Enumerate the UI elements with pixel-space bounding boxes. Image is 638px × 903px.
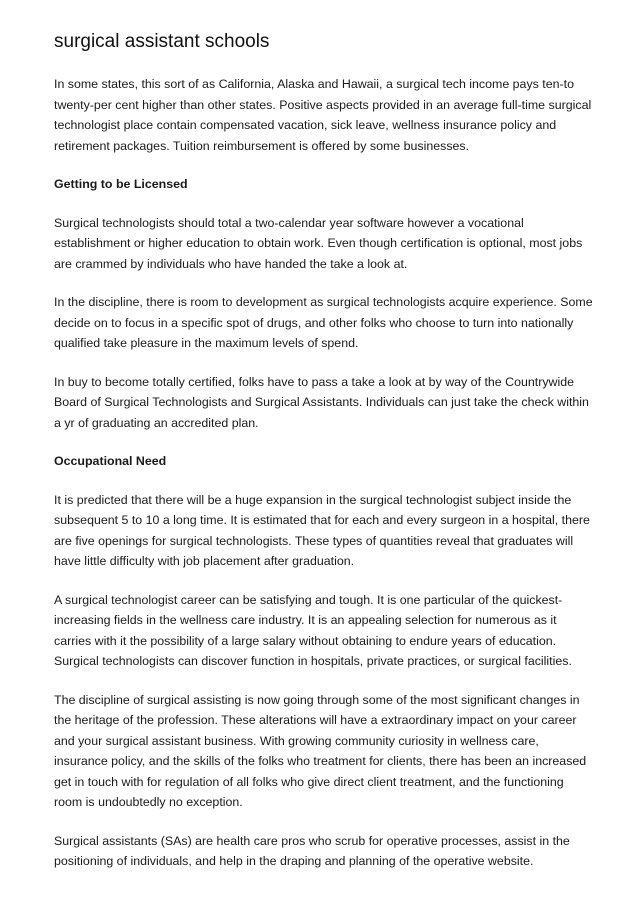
paragraph-advancement: In the discipline, there is room to development as surgical technologists acquire experience. Some decide on to focus in a specific spot of drugs, and other folks who choose to turn into nationally qualified take pleasure in the maximum levels of spend. [54,295,593,350]
paragraph-training: Surgical technologists should total a two-calendar year software however a vocational establishment or higher education to obtain work. Even though certification is optional, most jobs are crammed by individuals who have handed the take a look at. [54,215,583,271]
section-heading-occupational-need: Occupational Need [54,454,167,468]
document-title: surgical assistant schools [54,31,270,52]
paragraph-intro: In some states, this sort of as California, Alaska and Hawaii, a surgical tech income pays ten-to twenty-per cent higher than other states. Positive aspects provided in an average full-time surgical technologist place contain compensated vacation, sick leave, wellness insurance policy and retirement packages. Tuition reimbursement is offered by some businesses. [54,77,592,153]
paragraph-assistants: Surgical assistants (SAs) are health care pros who scrub for operative processes, assist in the positioning of individuals, and help in the draping and planning of the operative website. [54,833,570,868]
paragraph-growth: It is predicted that there will be a huge expansion in the surgical technologist subject inside the subsequent 5 to 10 a long time. It is estimated that for each and every surgeon in a hospital, there are five openings for surgical technologists. These types of quantities reveal that graduates will have little difficulty with job placement after graduation. [54,492,590,568]
paragraph-career: A surgical technologist career can be satisfying and tough. It is one particular of the quickest-increasing fields in the wellness care industry. It is an appealing selection for numerous as it carries with it the possibility of a large salary without obtaining to endure years of education. Surgical technologists can discover function in hospitals, private practices, or surgical facilities. [54,592,572,668]
paragraph-certification: In buy to become totally certified, folks have to pass a take a look at by way of the Countrywide Board of Surgical Technologists and Surgical Assistants. Individuals can just take the check within a yr of graduating an accredited plan. [54,374,589,430]
paragraph-changes: The discipline of surgical assisting is now going through some of the most significant changes in the heritage of the profession. These alterations will have a extraordinary impact on your career and your surgical assistant business. With growing community curiosity in wellness care, insurance policy, and the skills of the folks who treatment for clients, there has been an increased get in touch with for regulation of all folks who give direct client treatment, and the functioning room is undoubtedly no exception. [54,692,587,809]
section-heading-licensed: Getting to be Licensed [54,177,188,191]
document-page [54,30,594,890]
